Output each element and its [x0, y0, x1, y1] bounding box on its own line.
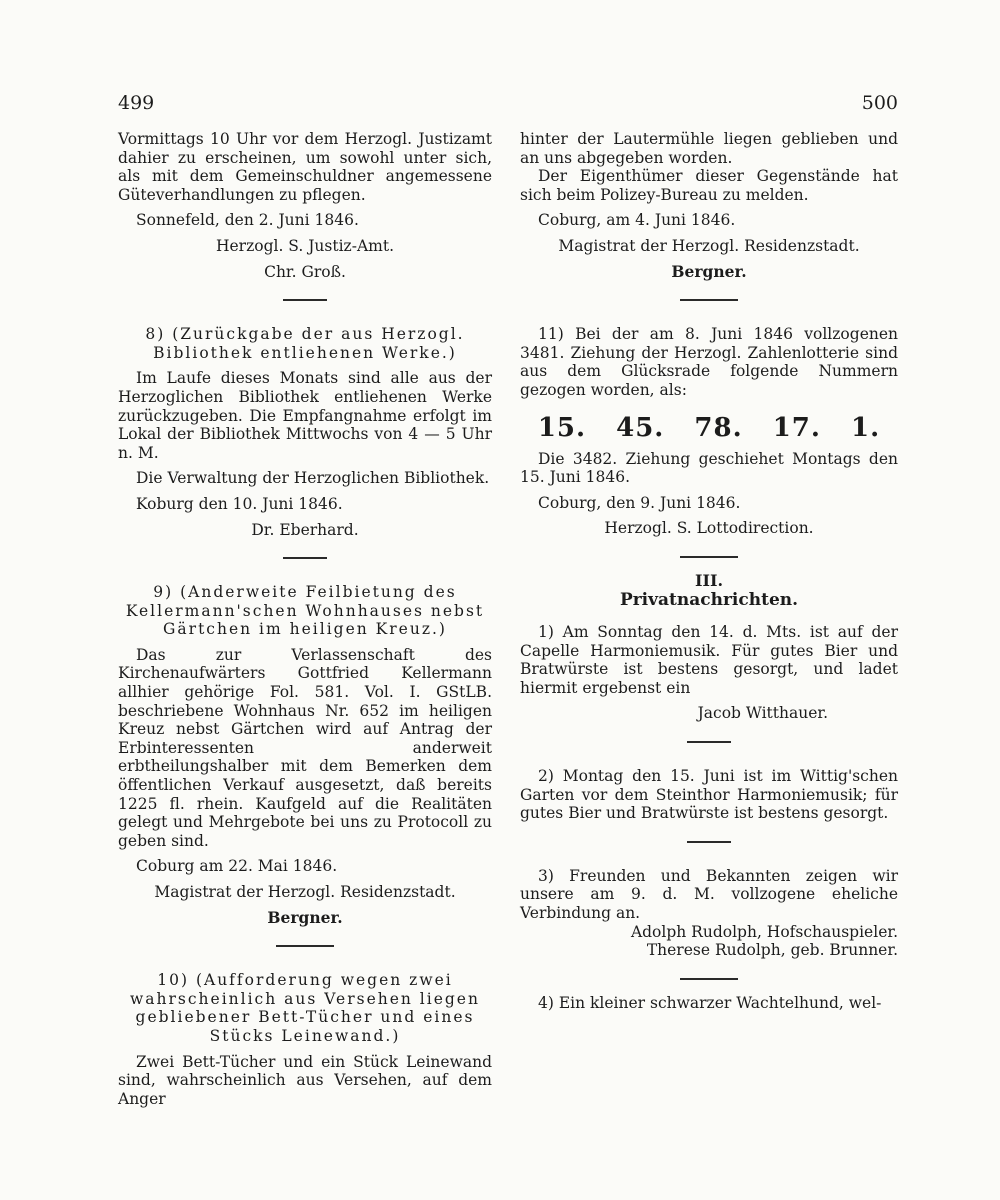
- notice-10-signature: Bergner.: [671, 261, 747, 281]
- notice-8-authority: Die Verwaltung der Herzoglichen Bibliothek.: [136, 469, 490, 488]
- notice-8-dateline: Koburg den 10. Juni 1846.: [136, 494, 343, 513]
- notice-8-signature: Dr. Eberhard.: [251, 520, 359, 539]
- right-column: [520, 130, 898, 1012]
- notice-9-body: Das zur Verlassenschaft des Kirchenaufwärters Gottfried Kellermann allhier gehörige Fol. 581. Vol. I. GStLB. beschriebene Wohnhaus Nr. 652 im heiligen Kreuz nebst Gärtchen wird auf Antrag der Erbinteressenten anderweit erbtheilungshalber mit dem Bemerken dem öffentlichen Verkauf ausgesetzt, daß bereits 1225 fl. rhein. Kaufgeld auf die Realitäten gelegt und Mehrgebote bei uns zu Protocoll zu geben sind.: [118, 645, 492, 850]
- notice-9-heading: 9) (Anderweite Feilbietung des Kellermann'schen Wohnhauses nebst Gärtchen im heiligen Kreuz.): [125, 583, 485, 639]
- notice-8-heading: 8) (Zurückgabe der aus Herzogl. Bibliothek entliehenen Werke.): [145, 325, 465, 362]
- section-divider: [283, 299, 327, 301]
- section-divider: [283, 557, 327, 559]
- section-number: III.: [694, 570, 724, 590]
- signature: Chr. Groß.: [264, 262, 346, 281]
- left-column: [118, 130, 492, 1108]
- private-notice-2-body: 2) Montag den 15. Juni ist im Wittig'schen Garten vor dem Steinthor Harmoniemusik; für gutes Bier und Bratwürste ist bestens gesorgt.: [520, 767, 898, 823]
- section-divider: [680, 556, 738, 558]
- notice-continuation-body: Vormittags 10 Uhr vor dem Herzogl. Justizamt dahier zu erscheinen, um sowohl unter sich, als mit dem Gemeinschuldner angemessene Güteverhandlungen zu pflegen.: [118, 130, 492, 204]
- notice-8-body: Im Laufe dieses Monats sind alle aus der Herzoglichen Bibliothek entliehenen Werke zurückzugeben. Die Empfangnahme erfolgt im Lokal der Bibliothek Mittwochs von 4 — 5 Uhr n. M.: [118, 369, 492, 462]
- section-divider: [680, 978, 738, 980]
- section-title: Privatnachrichten.: [619, 589, 799, 610]
- notice-11-body: 11) Bei der am 8. Juni 1846 vollzogenen 3481. Ziehung der Herzogl. Zahlenlotterie sind aus dem Glücksrade folgende Nummern gezogen worden, als:: [520, 325, 898, 399]
- notice-10-dateline: Coburg, am 4. Juni 1846.: [538, 211, 736, 230]
- private-notice-3-name-1: Adolph Rudolph, Hofschauspieler.: [630, 922, 898, 941]
- notice-10-heading: 10) (Aufforderung wegen zwei wahrscheinlich aus Versehen liegen gebliebener Bett-Tücher und eines Stücks Leinewand.): [130, 971, 480, 1045]
- private-notice-3-body: 3) Freunden und Bekannten zeigen wir unsere am 9. d. M. vollzogene eheliche Verbindung an.: [520, 866, 898, 923]
- page-number-left: 499: [118, 92, 155, 114]
- section-divider: [687, 741, 731, 743]
- section-divider: [680, 299, 738, 301]
- notice-10-continuation: hinter der Lautermühle liegen geblieben und an uns abgegeben worden.: [520, 130, 898, 167]
- issuing-authority: Herzogl. S. Justiz-Amt.: [215, 236, 395, 255]
- private-notice-1-signature: Jacob Witthauer.: [697, 704, 828, 723]
- notice-9-dateline: Coburg am 22. Mai 1846.: [136, 857, 338, 876]
- lottery-numbers: 15. 45. 78. 17. 1.: [537, 412, 881, 443]
- private-notice-1-body: 1) Am Sonntag den 14. d. Mts. ist auf der Capelle Harmoniemusik. Für gutes Bier und Bratwürste ist bestens gesorgt, und ladet hiermit ergebenst ein: [520, 623, 898, 697]
- notice-10-body: Zwei Bett-Tücher und ein Stück Leinewand sind, wahrscheinlich aus Versehen, auf dem Anger: [118, 1052, 492, 1108]
- page-number-right: 500: [861, 92, 898, 114]
- private-notice-4-body: 4) Ein kleiner schwarzer Wachtelhund, wel-: [538, 993, 882, 1012]
- notice-11-dateline: Coburg, den 9. Juni 1846.: [538, 493, 741, 512]
- notice-10-authority: Magistrat der Herzogl. Residenzstadt.: [558, 236, 860, 255]
- private-notice-3-name-2: Therese Rudolph, geb. Brunner.: [646, 941, 898, 960]
- notice-11-authority: Herzogl. S. Lottodirection.: [604, 519, 814, 538]
- notice-9-authority: Magistrat der Herzogl. Residenzstadt.: [154, 883, 456, 901]
- section-divider: [276, 945, 334, 947]
- notice-10-instruction: Der Eigenthümer dieser Gegenstände hat sich beim Polizey-Bureau zu melden.: [520, 167, 898, 204]
- dateline: Sonnefeld, den 2. Juni 1846.: [136, 211, 359, 230]
- notice-11-next-draw: Die 3482. Ziehung geschiehet Montags den 15. Juni 1846.: [520, 449, 898, 487]
- notice-9-signature: Bergner.: [267, 907, 343, 927]
- section-divider: [687, 841, 731, 843]
